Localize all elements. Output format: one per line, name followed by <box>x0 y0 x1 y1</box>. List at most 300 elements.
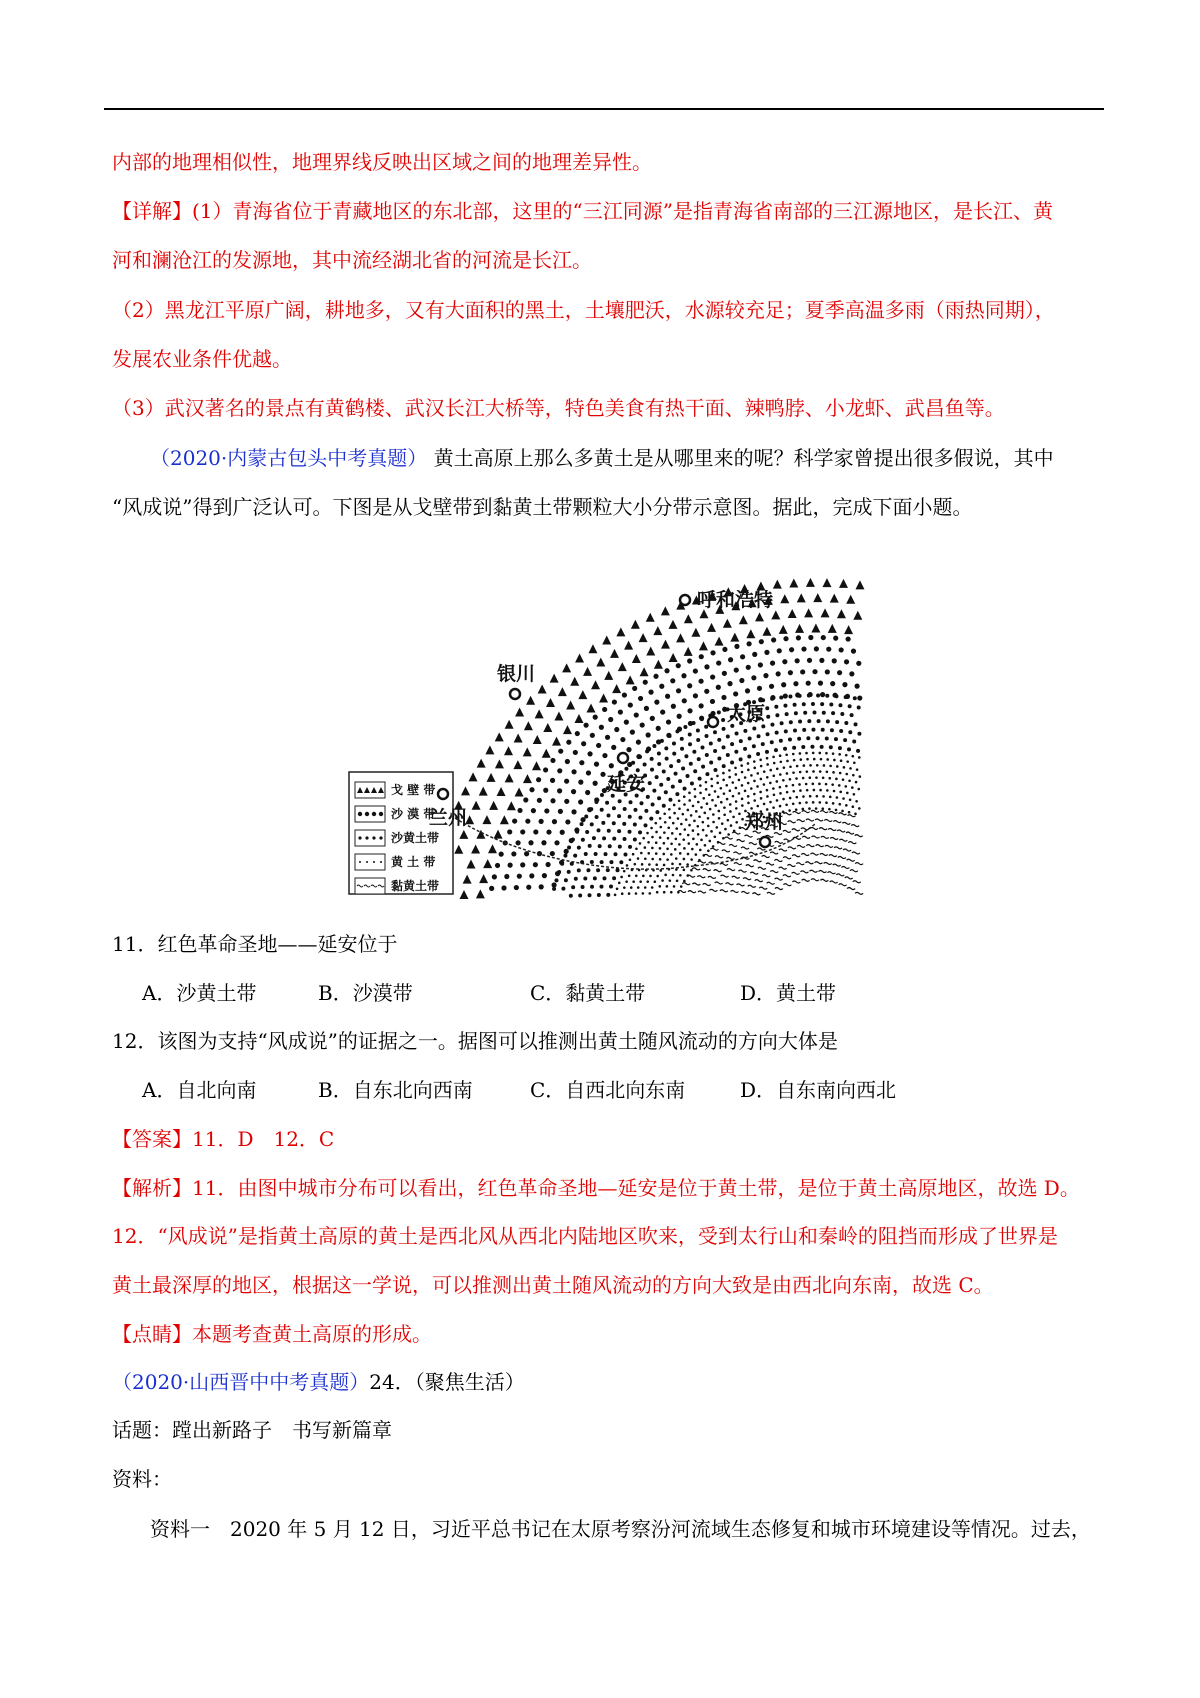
zone-particle <box>820 853 828 855</box>
zone-particle <box>833 636 838 641</box>
zone-particle <box>838 784 841 787</box>
zone-particle <box>847 888 855 890</box>
zone-particle <box>761 742 765 746</box>
zone-particle <box>561 887 565 891</box>
zone-particle <box>593 781 598 786</box>
zone-particle <box>833 864 841 866</box>
zone-particle <box>667 837 670 840</box>
zone-particle <box>855 892 863 894</box>
zone-particle <box>594 762 599 767</box>
analysis-tag: 【解析】 <box>112 1176 192 1200</box>
zone-particle <box>526 885 531 890</box>
zone-particle <box>786 772 789 775</box>
taiyuan-label: 太原 <box>727 703 766 725</box>
zone-particle <box>687 834 690 837</box>
zone-particle <box>657 796 661 800</box>
zone-particle <box>505 720 514 729</box>
zone-particle <box>842 682 847 687</box>
zone-particle <box>495 863 500 868</box>
zone-particle <box>581 838 585 842</box>
zone-particle <box>508 863 513 868</box>
zone-particle <box>586 770 591 775</box>
q24-number: 24．（聚焦生活） <box>369 1370 525 1394</box>
zone-particle <box>589 807 593 811</box>
zone-particle <box>596 743 601 748</box>
zone-particle <box>779 786 782 789</box>
zone-particle <box>593 876 597 880</box>
zone-particle <box>676 663 681 668</box>
zone-particle <box>727 681 732 686</box>
zone-particle <box>819 801 822 804</box>
zone-particle <box>714 870 722 872</box>
zone-particle <box>648 781 652 785</box>
zone-particle <box>779 805 782 808</box>
zone-particle <box>806 845 814 847</box>
zone-particle <box>623 886 626 889</box>
zone-particle <box>769 801 772 804</box>
zone-particle <box>726 735 730 739</box>
zone-particle <box>578 780 583 785</box>
zone-particle <box>683 795 686 798</box>
zone-particle <box>655 831 658 834</box>
zone-particle <box>851 649 856 654</box>
zone-particle <box>700 717 704 721</box>
zone-particle <box>694 788 697 791</box>
zone-particle <box>723 806 726 809</box>
zone-particle <box>813 789 816 792</box>
zone-particle <box>806 736 810 740</box>
zone-particle <box>775 878 783 880</box>
legend-swatch-mark <box>379 836 382 839</box>
zone-particle <box>770 740 774 744</box>
zone-particle <box>793 703 797 707</box>
zone-particle <box>528 840 533 845</box>
zone-particle <box>800 758 803 761</box>
zone-particle <box>720 801 723 804</box>
zone-particle <box>838 746 842 750</box>
zone-particle <box>760 765 763 768</box>
zone-particle <box>716 685 721 690</box>
zone-particle <box>739 757 743 761</box>
zone-particle <box>504 874 509 879</box>
zone-particle <box>563 725 572 734</box>
zone-particle <box>546 698 555 707</box>
zone-particle <box>535 709 544 718</box>
question-intro-line-1 <box>150 444 1100 472</box>
zone-particle <box>626 675 635 684</box>
zone-particle <box>720 890 728 892</box>
zone-particle <box>574 877 578 881</box>
zone-particle <box>696 843 699 846</box>
zone-particle <box>552 819 557 824</box>
zone-particle <box>718 817 721 820</box>
zone-particle <box>564 799 569 804</box>
zone-particle <box>682 838 685 841</box>
zone-particle <box>846 595 855 604</box>
zone-particle <box>578 690 587 699</box>
zone-particle <box>642 875 645 878</box>
zone-particle <box>735 821 738 824</box>
zone-particle <box>722 745 726 749</box>
zone-particle <box>798 694 802 698</box>
zone-particle <box>734 667 739 672</box>
zone-particle <box>812 711 816 715</box>
zone-particle <box>610 649 619 658</box>
zone-particle <box>733 691 738 696</box>
zone-particle <box>670 678 675 683</box>
zone-particle <box>579 760 584 765</box>
zone-particle <box>782 779 785 782</box>
zone-particle <box>781 682 786 687</box>
zone-particle <box>783 884 791 886</box>
zone-particle <box>789 578 798 587</box>
zone-particle <box>756 785 759 788</box>
zone-particle <box>843 849 851 851</box>
zone-particle <box>825 694 829 698</box>
zone-particle <box>776 780 779 783</box>
zone-particle <box>671 704 676 709</box>
zone-particle <box>838 803 841 806</box>
zone-particle <box>782 659 787 664</box>
zone-particle <box>623 853 627 857</box>
zone-particle <box>821 635 826 640</box>
zone-particle <box>846 760 849 763</box>
zone-particle <box>738 870 746 872</box>
zone-particle <box>571 809 576 814</box>
zone-particle <box>622 822 626 826</box>
zone-particle <box>672 822 675 825</box>
zone-particle <box>728 657 733 662</box>
zone-particle <box>759 758 762 761</box>
zone-particle <box>811 728 815 732</box>
zone-particle <box>692 883 700 885</box>
zone-particle <box>680 885 683 888</box>
zone-particle <box>635 892 638 895</box>
zone-particle <box>759 791 762 794</box>
zone-particle <box>788 695 792 699</box>
zone-particle <box>752 652 757 657</box>
zone-particle <box>836 765 839 768</box>
zone-particle <box>792 784 795 787</box>
zone-particle <box>632 654 641 663</box>
zone-particle <box>614 727 619 732</box>
zone-particle <box>648 690 653 695</box>
zone-particle <box>539 819 544 824</box>
zone-particle <box>501 885 506 890</box>
zone-particle <box>771 610 780 619</box>
zone-particle <box>640 852 643 855</box>
zone-particle <box>713 768 717 772</box>
zone-particle <box>524 721 533 730</box>
zone-particle <box>834 847 842 849</box>
zone-particle <box>779 792 782 795</box>
zone-particle <box>850 713 854 717</box>
zone-particle <box>846 792 849 795</box>
zone-particle <box>583 667 592 676</box>
zone-particle <box>696 728 700 732</box>
legend-swatch-mark <box>379 812 383 816</box>
zone-particle <box>590 733 595 738</box>
zone-particle <box>571 769 576 774</box>
zone-particle <box>773 762 776 765</box>
zone-particle <box>817 719 821 723</box>
zone-particle <box>635 847 638 850</box>
zone-particle <box>716 775 719 778</box>
zone-particle <box>807 694 811 698</box>
zone-particle <box>809 776 812 779</box>
zone-particle <box>495 759 504 768</box>
zone-particle <box>824 820 832 822</box>
zone-particle <box>774 860 782 862</box>
zone-particle <box>618 882 621 885</box>
zone-particle <box>770 697 774 701</box>
zone-particle <box>674 772 678 776</box>
zone-particle <box>735 800 738 803</box>
zone-particle <box>774 705 778 709</box>
zone-particle <box>797 820 805 822</box>
detail-text-2b: 发展农业条件优越。 <box>112 347 292 371</box>
zone-particle <box>788 821 796 823</box>
zone-particle <box>618 799 622 803</box>
zone-particle <box>630 886 633 889</box>
zone-particle <box>802 728 806 732</box>
zone-particle <box>702 821 705 824</box>
material-1: 资料一 2020 年 5 月 12 日，习近平总书记在太原考察汾河流域生态修复和城市环境建设等情况。过去， <box>150 1517 1091 1541</box>
zone-particle <box>801 828 809 830</box>
zone-particle <box>671 863 674 866</box>
zone-particle <box>720 787 723 790</box>
zone-particle <box>741 818 744 821</box>
zone-particle <box>720 863 728 865</box>
zone-particle <box>573 750 578 755</box>
zone-particle <box>848 730 852 734</box>
zone-particle <box>730 761 734 765</box>
zone-particle <box>835 778 838 781</box>
zone-particle <box>694 795 697 798</box>
zone-particle <box>806 758 809 761</box>
zone-particle <box>587 704 596 713</box>
zone-particle <box>807 658 812 663</box>
zone-particle <box>537 798 542 803</box>
zone-particle <box>779 754 782 757</box>
zone-particle <box>533 829 538 834</box>
loess-zone-map <box>345 556 865 911</box>
zone-particle <box>624 641 633 650</box>
zone-particle <box>692 838 695 841</box>
zone-particle <box>715 856 723 858</box>
zone-particle <box>666 885 669 888</box>
zone-particle <box>767 882 775 884</box>
zone-particle <box>651 858 654 861</box>
zone-particle <box>715 637 724 646</box>
zone-particle <box>708 840 711 843</box>
zone-particle <box>822 578 831 587</box>
zone-particle <box>762 875 770 877</box>
zone-particle <box>683 880 686 883</box>
zone-particle <box>647 852 650 855</box>
zone-particle <box>606 813 610 817</box>
zone-particle <box>623 837 627 841</box>
zone-particle <box>788 609 797 618</box>
legend-swatch-mark <box>372 836 375 839</box>
zone-particle <box>628 892 631 895</box>
zone-particle <box>707 825 710 828</box>
zone-particle <box>514 734 523 743</box>
zone-particle <box>700 839 703 842</box>
zone-particle <box>736 884 744 886</box>
zone-particle <box>684 647 693 656</box>
zone-particle <box>654 880 657 883</box>
zone-particle <box>489 886 494 891</box>
zone-particle <box>619 860 623 864</box>
zone-particle <box>839 772 842 775</box>
zone-particle <box>789 778 792 781</box>
zone-particle <box>803 764 806 767</box>
zone-particle <box>580 822 584 826</box>
zone-particle <box>766 863 774 865</box>
zone-particle <box>683 803 686 806</box>
zone-particle <box>668 734 672 738</box>
zone-particle <box>717 710 721 714</box>
zone-particle <box>859 775 862 778</box>
zone-particle <box>702 829 705 832</box>
zone-particle <box>734 767 737 770</box>
zone-particle <box>705 753 709 757</box>
analysis-text-1: 11．由图中城市分布可以看出，红色革命圣地—延安是位于黄土带，是位于黄土高原地区，故选 D。 <box>192 1176 1080 1200</box>
zone-particle <box>853 611 862 620</box>
zone-particle <box>724 828 727 831</box>
zone-particle <box>711 785 714 788</box>
zone-particle <box>618 709 623 714</box>
zone-particle <box>795 658 800 663</box>
zone-particle <box>538 684 547 693</box>
zone-particle <box>741 784 744 787</box>
zone-particle <box>644 809 648 813</box>
zone-particle <box>669 816 672 819</box>
zone-particle <box>852 774 855 777</box>
zone-particle <box>578 799 583 804</box>
zone-particle <box>773 580 782 589</box>
zone-particle <box>727 833 730 836</box>
zone-particle <box>797 593 806 602</box>
zone-particle <box>655 863 658 866</box>
zone-particle <box>566 701 575 710</box>
zone-particle <box>844 659 849 664</box>
zone-particle <box>591 680 600 689</box>
zone-particle <box>728 776 731 779</box>
zone-particle <box>558 687 567 696</box>
zone-particle <box>575 731 580 736</box>
zone-particle <box>663 842 666 845</box>
zone-particle <box>566 740 571 745</box>
zone-particle <box>664 746 668 750</box>
zone-particle <box>585 790 590 795</box>
zone-particle <box>760 778 763 781</box>
zone-particle <box>639 842 642 845</box>
legend-swatch-mark <box>358 812 362 816</box>
zone-particle <box>554 878 558 882</box>
zone-particle <box>784 729 788 733</box>
zone-particle <box>730 742 734 746</box>
zone-particle <box>855 781 858 784</box>
zone-particle <box>687 842 690 845</box>
zone-particle <box>739 615 748 624</box>
zone-particle <box>654 822 657 825</box>
zone-particle <box>721 695 726 700</box>
zone-particle <box>597 893 601 897</box>
zone-particle <box>584 815 588 819</box>
zone-particle <box>520 829 525 834</box>
zone-particle <box>759 887 767 889</box>
zone-particle <box>750 807 753 810</box>
zone-particle <box>622 692 627 697</box>
analysis-text-2b: 黄土最深厚的地区，根据这一学说，可以推测出黄土随风流动的方向大致是由西北向东南，故选 C。 <box>112 1273 994 1297</box>
zone-particle <box>815 862 823 864</box>
yinchuan-label: 银川 <box>497 663 536 685</box>
zone-particle <box>612 876 616 880</box>
legend-desert-label: 沙 漠 带 <box>391 807 436 821</box>
zone-particle <box>648 863 651 866</box>
zone-particle <box>722 671 727 676</box>
zone-particle <box>839 647 844 652</box>
zone-particle <box>683 858 686 861</box>
zone-particle <box>693 820 696 823</box>
zone-particle <box>515 840 520 845</box>
zone-particle <box>703 884 711 886</box>
zone-particle <box>844 625 853 634</box>
zone-particle <box>669 764 673 768</box>
zone-particle <box>752 726 756 730</box>
zone-particle <box>647 841 650 844</box>
zone-particle <box>857 732 861 736</box>
zone-particle <box>676 879 679 882</box>
zone-particle <box>833 759 836 762</box>
zone-particle <box>811 879 819 881</box>
zone-particle <box>709 760 713 764</box>
zone-particle <box>740 654 745 659</box>
zone-particle <box>602 707 607 712</box>
zone-particle <box>833 790 836 793</box>
zone-particle <box>766 763 769 766</box>
zone-particle <box>839 791 842 794</box>
zone-particle <box>511 851 516 856</box>
zone-particle <box>679 863 682 866</box>
zone-particle <box>523 774 532 783</box>
zone-particle <box>575 654 584 663</box>
zone-particle <box>533 862 538 867</box>
zone-particle <box>821 728 825 732</box>
zone-particle <box>840 712 844 716</box>
zone-particle <box>744 790 747 793</box>
zone-particle <box>687 683 692 688</box>
zone-particle <box>698 679 703 684</box>
zone-particle <box>459 830 468 839</box>
zone-particle <box>643 762 647 766</box>
zone-particle <box>758 662 763 667</box>
zone-particle <box>584 852 588 856</box>
zone-particle <box>829 765 832 768</box>
zone-particle <box>825 736 829 740</box>
zone-particle <box>488 844 497 853</box>
answer-line <box>112 1125 1102 1153</box>
zone-particle <box>546 829 551 834</box>
zone-particle <box>713 749 717 753</box>
zone-particle <box>638 755 642 759</box>
source-tag-baotou: （2020·内蒙古包头中考真题） <box>150 446 428 470</box>
zone-particle <box>785 712 789 716</box>
q11-option-a: A．沙黄土带 <box>142 981 257 1005</box>
zone-particle <box>668 798 672 802</box>
